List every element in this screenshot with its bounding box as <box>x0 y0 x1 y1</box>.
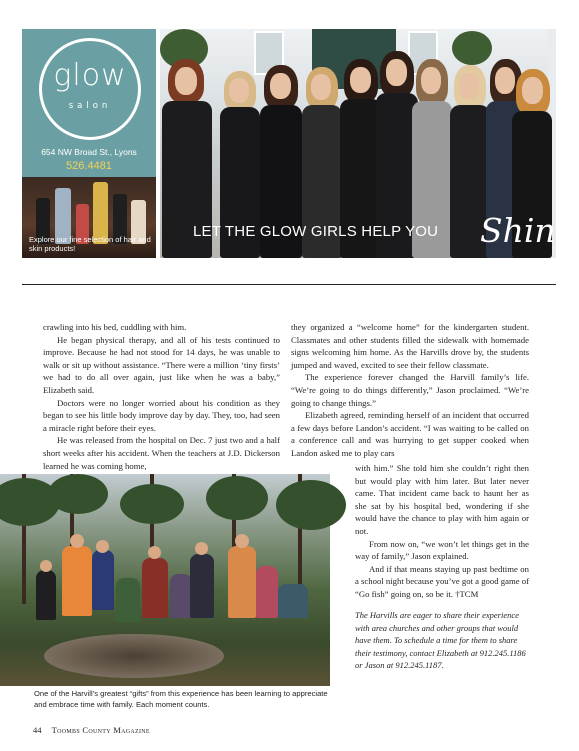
glow-logo <box>39 38 141 140</box>
magazine-name: Toombs County Magazine <box>51 725 150 735</box>
article-column-1 <box>43 321 280 472</box>
ad-headline: LET THE GLOW GIRLS HELP YOU <box>193 223 439 240</box>
paragraph: with him.” She told him she couldn’t right then but would play with him later. But later never came. That incident came back to haunt her as she sat by his hospital bed, wondering if she would have the chance to play with him again or not. <box>355 463 529 536</box>
paragraph: crawling into his bed, cuddling with him. <box>43 322 187 332</box>
section-divider <box>22 284 556 285</box>
paragraph: The experience forever changed the Harvill family’s life. “We’re going to do things differently,” Jason proclaimed. “We’re going to change things.” <box>291 372 529 408</box>
closing-note: The Harvills are eager to share their experience with area churches and other groups that would have them. To schedule a time for them to share their testimony, contact Elizabeth at 912.245.1186 or Jason at 912.245.1187. <box>355 610 526 671</box>
paragraph: From now on, “we won’t let things get in the way of family,” Jason explained. <box>355 538 529 562</box>
ad-phone: 526.4481 <box>66 160 112 172</box>
logo-word: glow <box>53 58 127 93</box>
page-number: 44 <box>33 725 42 735</box>
family-campfire-photo <box>0 474 330 686</box>
logo-subword: salon <box>68 101 112 111</box>
ad-brand-panel <box>22 29 156 258</box>
paragraph: He began physical therapy, and all of his tests continued to improve. Because he had not stood for 14 days, he was unable to walk or sit up without assistance. “There were a million ‘tiny firsts’ we had to do all over again, just like when he was a baby,” Elizabeth said. <box>43 334 280 395</box>
fire-pit <box>44 634 224 678</box>
page-footer <box>33 725 150 735</box>
glow-salon-advertisement <box>22 29 576 258</box>
paragraph: Doctors were no longer worried about his condition as they began to see his little body improve day by day. They, too, had seen a miracle right before their eyes. <box>43 397 280 433</box>
article-column-2 <box>291 321 529 460</box>
ad-headline-script: Shine <box>480 211 576 250</box>
paragraph: He was released from the hospital on Dec. 7 just two and a half short weeks after his accident. When the teachers at J.D. Dickerson learned he was coming home, <box>43 435 280 471</box>
ad-tagline: Explore our fine selection of hair and skin products! <box>29 235 151 253</box>
paragraph: Elizabeth agreed, reminding herself of an incident that occurred a few days before Landon’s accident. “I was waiting to be called on a conference call and was hurrying to get supper cooked when Landon asked me to play cars <box>291 410 529 458</box>
ad-address: 654 NW Broad St., Lyons <box>41 147 137 157</box>
paragraph: And if that means staying up past bedtime on a school night because you’ve got a good game of “Go fish” going on, so be it. †TCM <box>355 563 529 599</box>
photo-caption: One of the Harvill’s greatest “gifts” from this experience has been learning to appreciate and embrace time with family. Each moment counts. <box>34 689 328 709</box>
article-column-2-continued <box>355 462 529 601</box>
paragraph: they organized a “welcome home” for the kindergarten student. Classmates and other students filled the sidewalk with homemade signs welcoming him home. As the Harvills drove by, the students jumped and waved, excited to see their fellow classmate. <box>291 322 529 370</box>
